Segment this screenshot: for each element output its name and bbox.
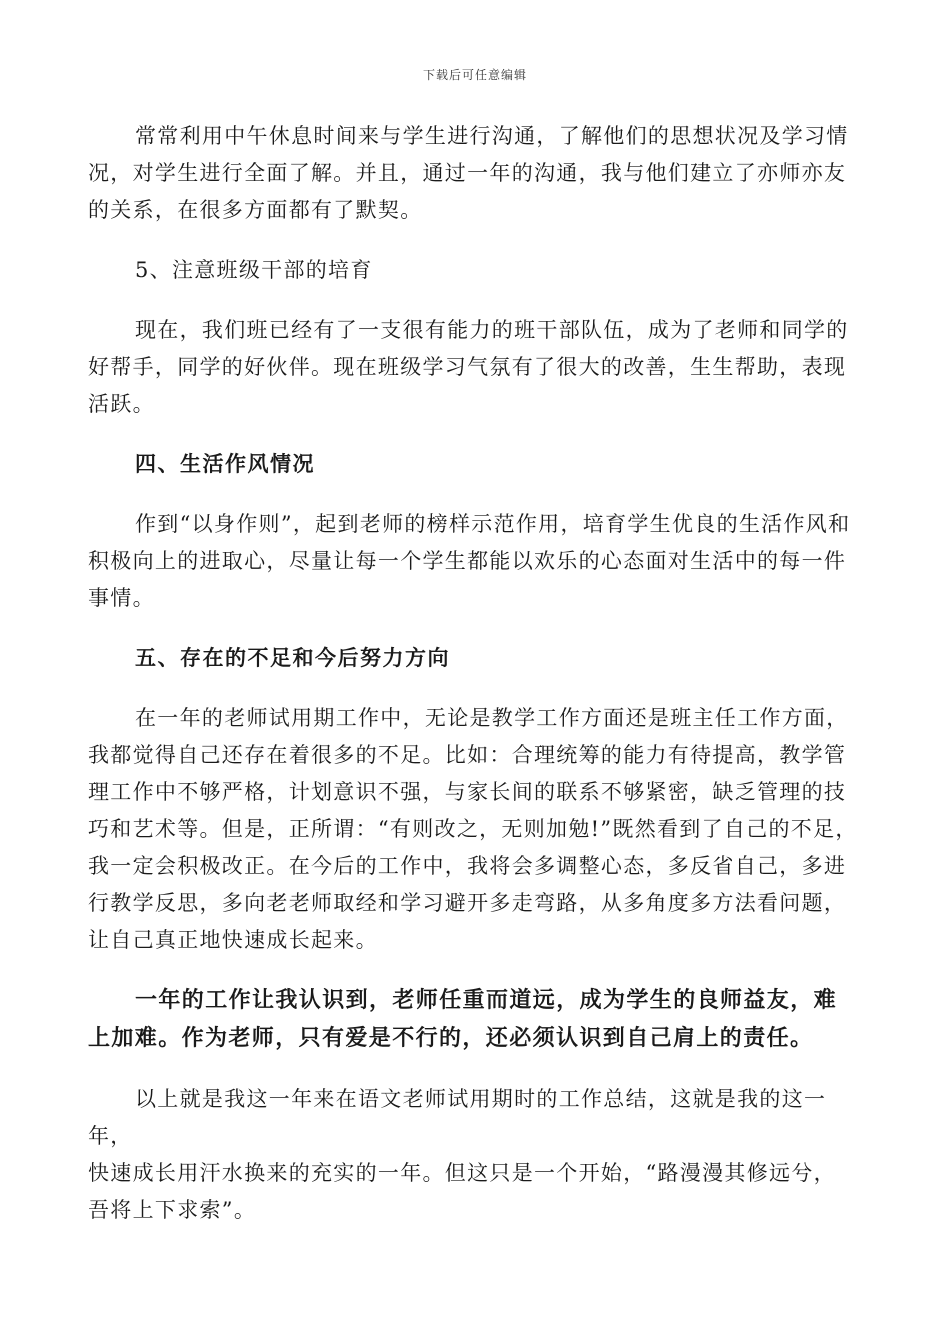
paragraph-class-cadres: 现在，我们班已经有了一支很有能力的班干部队伍，成为了老师和同学的好帮手，同学的好伙伴。现在班级学习气氛有了很大的改善，生生帮助，表现活跃。	[88, 318, 849, 416]
text-line: 我都觉得自己还存在着很多的不足。比如：合理统筹的能力有待提高，教学管	[88, 743, 847, 767]
text-line: 吾将上下求索”。	[88, 1198, 257, 1222]
text-line: 快速成长用汗水换来的充实的一年。但这只是一个开始，“路漫漫其修远兮，	[88, 1161, 836, 1185]
text-line: 我一定会积极改正。在今后的工作中，我将会多调整心态，多反省自己，多进	[88, 854, 847, 878]
text-line: 让自己真正地快速成长起来。	[88, 928, 378, 952]
paragraph-life-style: 作到“以身作则”，起到老师的榜样示范作用，培育学生优良的生活作风和积极向上的进取心，尽量让每一个学生都能以欢乐的心态面对生活中的每一件事情。	[88, 512, 851, 610]
text-line: 行教学反思，多向老老师取经和学习避开多走弯路，从多角度多方法看问题，	[88, 891, 847, 915]
page-header-note: 下载后可任意编辑	[422, 68, 527, 82]
text-line: 巧和艺术等。但是，正所谓：“有则改之，无则加勉!”既然看到了自己的不足，	[88, 817, 858, 841]
text-line: 理工作中不够严格，计划意识不强，与家长间的联系不够紧密，缺乏管理的技	[88, 780, 847, 804]
paragraph-responsibility-bold: 一年的工作让我认识到，老师任重而道远，成为学生的良师益友，难上加难。作为老师，只有爱是不行的，还必须认识到自己肩上的责任。	[88, 988, 838, 1051]
subheading-class-cadres: 5、注意班级干部的培育	[135, 258, 373, 282]
text-line: 在一年的老师试用期工作中，无论是教学工作方面还是班主任工作方面，	[135, 706, 849, 730]
paragraph-summary	[88, 1081, 858, 1229]
section-heading-shortcomings: 五、存在的不足和今后努力方向	[135, 646, 450, 670]
paragraph-shortcomings	[88, 700, 858, 959]
section-heading-life-style: 四、生活作风情况	[135, 452, 315, 476]
paragraph-communication: 常常利用中午休息时间来与学生进行沟通，了解他们的思想状况及学习情况，对学生进行全面了解。并且，通过一年的沟通，我与他们建立了亦师亦友的关系，在很多方面都有了默契。	[88, 124, 849, 222]
document-body	[88, 118, 858, 1229]
text-line: 以上就是我这一年来在语文老师试用期时的工作总结，这就是我的这一年，	[88, 1087, 827, 1148]
